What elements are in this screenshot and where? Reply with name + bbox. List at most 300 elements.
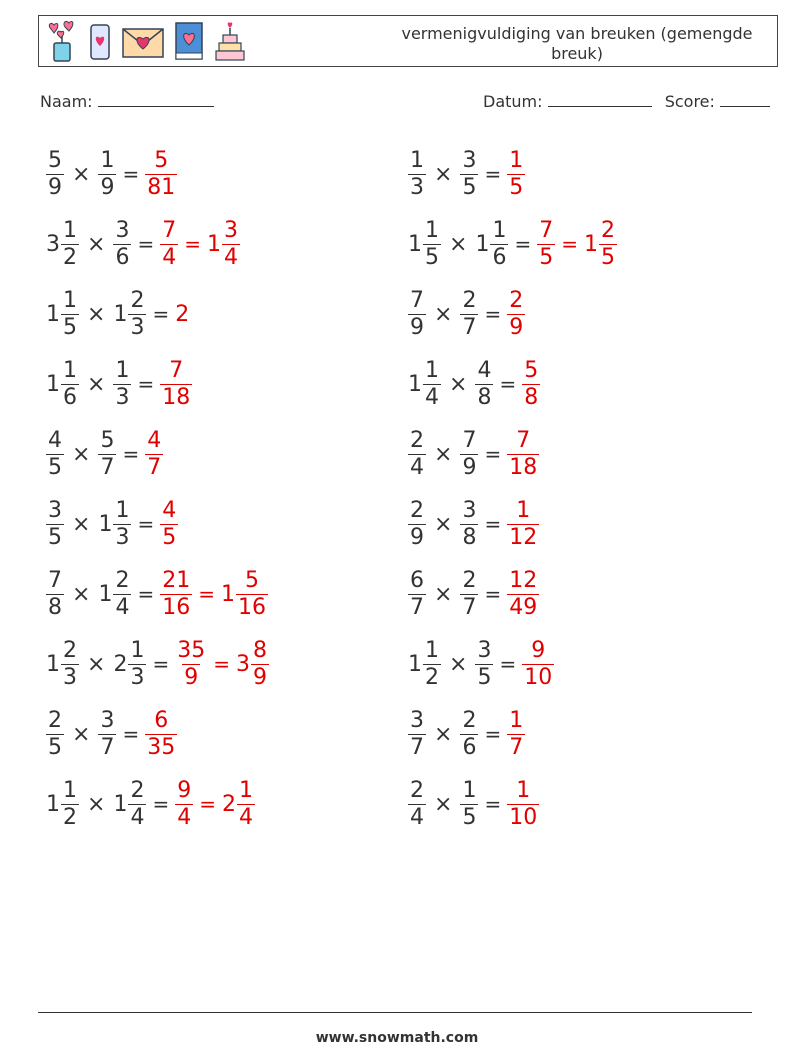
answer-denominator: 4: [238, 804, 253, 830]
answer-fraction: [507, 498, 539, 551]
answer-whole: 1: [220, 581, 235, 607]
equals-sign: =: [137, 512, 155, 536]
operand-a-number: [408, 428, 426, 481]
problem-item: [408, 562, 539, 626]
answer-numerator: 12: [509, 567, 538, 593]
operand-a-whole: 1: [408, 371, 422, 397]
operand-a-denominator: 5: [63, 314, 77, 340]
operand-a-numerator: 2: [410, 777, 424, 803]
operand-b-fraction: [113, 498, 131, 551]
operand-a-number: [46, 708, 64, 761]
answer-number: [160, 568, 192, 621]
equals-sign: =: [484, 512, 502, 536]
times-sign: ×: [434, 581, 453, 607]
answer-denominator: 10: [524, 664, 553, 690]
answer-fraction: [251, 638, 269, 691]
operand-b-denominator: 4: [115, 594, 130, 620]
answer-denominator: 12: [509, 524, 538, 550]
answer-denominator: 9: [252, 664, 267, 690]
answer-numerator: 8: [252, 637, 267, 663]
phone-heart-icon: [87, 19, 113, 63]
answer-number: [222, 778, 255, 831]
times-sign: ×: [434, 161, 453, 187]
operand-b-denominator: 3: [130, 664, 145, 690]
operand-a-numerator: 1: [63, 217, 77, 243]
operand-a-numerator: 7: [410, 287, 424, 313]
operand-b-denominator: 6: [462, 734, 477, 760]
problem-item: [46, 352, 192, 416]
operand-a-denominator: 4: [425, 384, 439, 410]
answer-numerator: 7: [162, 217, 177, 243]
answer-denominator: 35: [147, 734, 176, 760]
times-sign: ×: [72, 581, 91, 607]
problem-item: [408, 282, 525, 346]
answer-numerator: 4: [147, 427, 162, 453]
times-sign: ×: [434, 511, 453, 537]
operand-a-fraction: [61, 358, 79, 411]
operand-b-numerator: 1: [100, 147, 115, 173]
operand-a-denominator: 2: [425, 664, 439, 690]
times-sign: ×: [87, 651, 106, 677]
answer-number: [507, 428, 539, 481]
answer-numerator: 9: [531, 637, 546, 663]
problem-item: [408, 352, 540, 416]
operand-b-fraction: [98, 708, 116, 761]
operand-a-whole: 1: [46, 791, 60, 817]
answer-numerator: 4: [162, 497, 177, 523]
operand-a-denominator: 3: [63, 664, 77, 690]
answer-denominator: 9: [184, 664, 199, 690]
flower-pot-hearts-icon: [45, 19, 79, 63]
operand-b-numerator: 1: [115, 497, 130, 523]
operand-a-number: [46, 428, 64, 481]
operand-a-denominator: 8: [48, 594, 62, 620]
operand-a-denominator: 2: [63, 244, 77, 270]
operand-b-number: [113, 218, 131, 271]
answer-whole: 1: [206, 231, 221, 257]
operand-a-numerator: 1: [63, 357, 77, 383]
answer-numerator: 2: [600, 217, 615, 243]
operand-b-numerator: 1: [492, 217, 507, 243]
equals-sign: =: [152, 792, 170, 816]
operand-b-number: [98, 568, 131, 621]
answer-number: [160, 358, 192, 411]
operand-a-numerator: 1: [425, 637, 439, 663]
operand-a-number: [408, 498, 426, 551]
problem-item: [408, 212, 617, 276]
times-sign: ×: [87, 371, 106, 397]
operand-a-denominator: 5: [48, 734, 62, 760]
operand-b-whole: 1: [475, 231, 490, 257]
answer-fraction: [160, 218, 178, 271]
operand-b-denominator: 9: [100, 174, 115, 200]
answer-numerator: 6: [154, 707, 169, 733]
operand-b-fraction: [475, 638, 493, 691]
operand-b-denominator: 5: [477, 664, 492, 690]
operand-a-number: [408, 148, 426, 201]
operand-b-fraction: [128, 638, 146, 691]
operand-a-numerator: 3: [48, 497, 62, 523]
operand-b-numerator: 5: [100, 427, 115, 453]
problem-item: [46, 492, 178, 556]
equals-sign: =: [484, 792, 502, 816]
operand-a-denominator: 5: [425, 244, 439, 270]
operand-a-numerator: 1: [410, 147, 424, 173]
operand-a-denominator: 2: [63, 804, 77, 830]
operand-b-number: [460, 708, 478, 761]
operand-b-number: [460, 498, 478, 551]
equals-sign: =: [484, 302, 502, 326]
answer-number: [145, 148, 177, 201]
answer-denominator: 5: [600, 244, 615, 270]
answer-numerator: 1: [516, 497, 531, 523]
equals-sign: =: [137, 582, 155, 606]
name-blank: [98, 92, 214, 107]
answer-whole: 2: [221, 791, 236, 817]
operand-a-whole: 1: [46, 371, 60, 397]
operand-b-number: [460, 428, 478, 481]
answer-numerator: 1: [516, 777, 531, 803]
answer-number: [160, 498, 178, 551]
operand-b-denominator: 9: [462, 454, 477, 480]
times-sign: ×: [449, 371, 468, 397]
equals-sign: =: [137, 232, 155, 256]
operand-a-denominator: 9: [410, 314, 424, 340]
operand-b-fraction: [113, 218, 131, 271]
operand-a-denominator: 9: [48, 174, 62, 200]
answer-fraction: [145, 148, 177, 201]
operand-a-numerator: 4: [48, 427, 62, 453]
answer-number: [507, 708, 525, 761]
answer-numerator: 7: [169, 357, 184, 383]
operand-b-numerator: 3: [462, 497, 477, 523]
operand-b-fraction: [113, 358, 131, 411]
operand-b-fraction: [128, 778, 146, 831]
answer-denominator: 49: [509, 594, 538, 620]
times-sign: ×: [434, 441, 453, 467]
operand-a-number: [408, 778, 426, 831]
times-sign: ×: [434, 791, 453, 817]
operand-a-numerator: 2: [410, 427, 424, 453]
operand-a-denominator: 5: [48, 524, 62, 550]
answer-numerator: 9: [177, 777, 192, 803]
operand-b-fraction: [460, 288, 478, 341]
operand-a-fraction: [61, 288, 79, 341]
answer-numerator: 5: [154, 147, 169, 173]
operand-a-fraction: [46, 148, 64, 201]
date-score-fields: [483, 92, 770, 111]
cake-heart-icon: [213, 19, 247, 63]
operand-a-whole: 3: [46, 231, 60, 257]
answer-fraction: [160, 498, 178, 551]
operand-b-fraction: [460, 568, 478, 621]
operand-b-fraction: [113, 568, 131, 621]
times-sign: ×: [87, 301, 106, 327]
answer-fraction: [507, 428, 539, 481]
operand-a-numerator: 6: [410, 567, 424, 593]
operand-a-fraction: [408, 498, 426, 551]
operand-a-fraction: [46, 498, 64, 551]
worksheet-header: [38, 15, 778, 67]
operand-b-fraction: [475, 358, 493, 411]
operand-b-numerator: 3: [462, 147, 477, 173]
answer-numerator: 1: [238, 777, 253, 803]
answer-fraction: [236, 568, 268, 621]
answer-number: [221, 568, 268, 621]
operand-a-denominator: 9: [410, 524, 424, 550]
footer-url: www.snowmath.com: [315, 1030, 479, 1046]
operand-b-fraction: [460, 148, 478, 201]
problem-item: [46, 282, 190, 346]
operand-b-whole: 1: [113, 791, 128, 817]
answer-denominator: 9: [509, 314, 524, 340]
problem-item: [408, 492, 539, 556]
operand-b-fraction: [490, 218, 508, 271]
operand-a-denominator: 4: [410, 454, 424, 480]
answer-whole: 3: [235, 651, 250, 677]
problem-item: [46, 212, 240, 276]
operand-b-number: [98, 148, 116, 201]
answer-fraction: [145, 428, 163, 481]
operand-b-whole: 1: [98, 581, 113, 607]
problem-item: [46, 142, 177, 206]
operand-a-numerator: 3: [410, 707, 424, 733]
operand-b-denominator: 7: [462, 314, 477, 340]
operand-a-number: [46, 218, 79, 271]
answer-number: [507, 288, 525, 341]
answer-numerator: 21: [162, 567, 191, 593]
operand-b-whole: 2: [113, 651, 128, 677]
operand-b-denominator: 8: [477, 384, 492, 410]
score-label: Score:: [664, 92, 715, 111]
answer-equals-sign: =: [213, 652, 230, 676]
operand-a-number: [46, 778, 79, 831]
answer-number: [175, 638, 207, 691]
answer-number: [145, 708, 177, 761]
problem-item: [408, 422, 539, 486]
operand-a-number: [408, 568, 426, 621]
operand-b-denominator: 6: [492, 244, 507, 270]
answer-number: [522, 358, 540, 411]
answer-number: [507, 498, 539, 551]
answer-denominator: 7: [147, 454, 162, 480]
times-sign: ×: [72, 721, 91, 747]
answer-number: [507, 568, 539, 621]
operand-a-fraction: [423, 358, 441, 411]
operand-b-number: [98, 498, 131, 551]
operand-b-numerator: 4: [477, 357, 492, 383]
operand-b-numerator: 2: [130, 287, 145, 313]
operand-a-numerator: 1: [63, 287, 77, 313]
operand-b-number: [475, 358, 493, 411]
operand-a-fraction: [61, 218, 79, 271]
problem-item: [408, 772, 539, 836]
operand-b-numerator: 3: [100, 707, 115, 733]
score-blank: [720, 92, 770, 107]
answer-denominator: 5: [162, 524, 177, 550]
times-sign: ×: [449, 231, 468, 257]
problem-item: [46, 632, 269, 696]
problem-item: [408, 142, 525, 206]
operand-b-numerator: 2: [462, 287, 477, 313]
operand-a-number: [46, 148, 64, 201]
times-sign: ×: [434, 721, 453, 747]
date-blank: [548, 92, 652, 107]
operand-b-denominator: 7: [100, 734, 115, 760]
operand-b-numerator: 2: [462, 567, 477, 593]
operand-a-numerator: 2: [410, 497, 424, 523]
times-sign: ×: [72, 511, 91, 537]
operand-b-number: [460, 288, 478, 341]
operand-b-fraction: [460, 778, 478, 831]
answer-number: [175, 302, 190, 327]
answer-fraction: [522, 638, 554, 691]
operand-a-number: [46, 498, 64, 551]
times-sign: ×: [72, 441, 91, 467]
answer-denominator: 10: [509, 804, 538, 830]
operand-a-fraction: [408, 148, 426, 201]
operand-a-fraction: [46, 568, 64, 621]
operand-b-numerator: 3: [115, 217, 130, 243]
answer-number: [236, 638, 269, 691]
equals-sign: =: [484, 722, 502, 746]
operand-a-number: [46, 568, 64, 621]
operand-a-numerator: 7: [48, 567, 62, 593]
operand-a-fraction: [46, 708, 64, 761]
answer-denominator: 16: [162, 594, 191, 620]
answer-fraction: [237, 778, 255, 831]
operand-b-number: [475, 218, 508, 271]
answer-denominator: 7: [509, 734, 524, 760]
answer-number: [507, 778, 539, 831]
operand-b-denominator: 7: [462, 594, 477, 620]
operand-a-fraction: [61, 638, 79, 691]
answer-fraction: [160, 358, 192, 411]
answer-denominator: 4: [223, 244, 238, 270]
problem-item: [46, 772, 255, 836]
answer-denominator: 5: [509, 174, 524, 200]
operand-b-numerator: 2: [115, 567, 130, 593]
equals-sign: =: [122, 442, 140, 466]
operand-b-whole: 1: [98, 511, 113, 537]
answer-equals-sign: =: [198, 582, 215, 606]
operand-b-number: [460, 778, 478, 831]
operand-a-fraction: [408, 708, 426, 761]
times-sign: ×: [434, 301, 453, 327]
answer-number: [175, 778, 193, 831]
operand-a-number: [408, 708, 426, 761]
operand-a-numerator: 1: [63, 777, 77, 803]
times-sign: ×: [87, 791, 106, 817]
operand-a-denominator: 5: [48, 454, 62, 480]
operand-b-number: [475, 638, 493, 691]
operand-b-fraction: [98, 148, 116, 201]
answer-number: [145, 428, 163, 481]
answer-fraction: [145, 708, 177, 761]
answer-denominator: 16: [237, 594, 266, 620]
answer-number: [160, 218, 178, 271]
operand-b-numerator: 2: [462, 707, 477, 733]
operand-b-numerator: 7: [462, 427, 477, 453]
equals-sign: =: [514, 232, 532, 256]
equals-sign: =: [122, 722, 140, 746]
operand-a-number: [46, 358, 79, 411]
times-sign: ×: [87, 231, 106, 257]
equals-sign: =: [499, 652, 517, 676]
operand-a-numerator: 2: [48, 707, 62, 733]
operand-b-number: [113, 778, 146, 831]
problem-item: [46, 422, 163, 486]
operand-a-number: [408, 358, 441, 411]
answer-denominator: 4: [177, 804, 192, 830]
answer-number: [584, 218, 617, 271]
answer-number: [507, 148, 525, 201]
equals-sign: =: [137, 372, 155, 396]
answer-fraction: [175, 778, 193, 831]
operand-b-number: [98, 708, 116, 761]
operand-a-whole: 1: [46, 651, 60, 677]
answer-fraction: [507, 778, 539, 831]
operand-a-denominator: 3: [410, 174, 424, 200]
answer-number: [522, 638, 554, 691]
equals-sign: =: [152, 652, 170, 676]
answer-number: [207, 218, 240, 271]
answer-denominator: 18: [509, 454, 538, 480]
answer-fraction: [507, 288, 525, 341]
answer-fraction: [507, 568, 539, 621]
operand-a-denominator: 6: [63, 384, 77, 410]
operand-b-whole: 1: [113, 301, 128, 327]
answer-fraction: [175, 638, 207, 691]
operand-a-fraction: [423, 638, 441, 691]
answer-fraction: [599, 218, 617, 271]
operand-b-denominator: 8: [462, 524, 477, 550]
operand-b-number: [113, 638, 146, 691]
answer-denominator: 4: [162, 244, 177, 270]
answer-denominator: 5: [539, 244, 554, 270]
answer-fraction: [507, 708, 525, 761]
operand-b-number: [460, 148, 478, 201]
operand-b-number: [460, 568, 478, 621]
header-icons: [45, 19, 247, 63]
operand-a-numerator: 1: [425, 357, 439, 383]
operand-a-number: [46, 638, 79, 691]
operand-a-fraction: [46, 428, 64, 481]
answer-numerator: 5: [524, 357, 539, 383]
operand-b-numerator: 1: [130, 637, 145, 663]
answer-number: [537, 218, 555, 271]
operand-a-number: [408, 288, 426, 341]
operand-a-number: [408, 638, 441, 691]
operand-b-numerator: 1: [115, 357, 130, 383]
equals-sign: =: [499, 372, 517, 396]
answer-numerator: 2: [509, 287, 524, 313]
answer-numerator: 7: [539, 217, 554, 243]
problem-item: [408, 702, 525, 766]
times-sign: ×: [72, 161, 91, 187]
operand-b-denominator: 3: [115, 384, 130, 410]
operand-b-numerator: 2: [130, 777, 145, 803]
operand-a-fraction: [408, 288, 426, 341]
operand-a-fraction: [61, 778, 79, 831]
answer-numerator: 7: [516, 427, 531, 453]
operand-a-number: [408, 218, 441, 271]
operand-b-denominator: 5: [462, 804, 477, 830]
operand-a-fraction: [423, 218, 441, 271]
operand-b-numerator: 3: [477, 637, 492, 663]
operand-b-denominator: 4: [130, 804, 145, 830]
answer-numerator: 1: [509, 147, 524, 173]
